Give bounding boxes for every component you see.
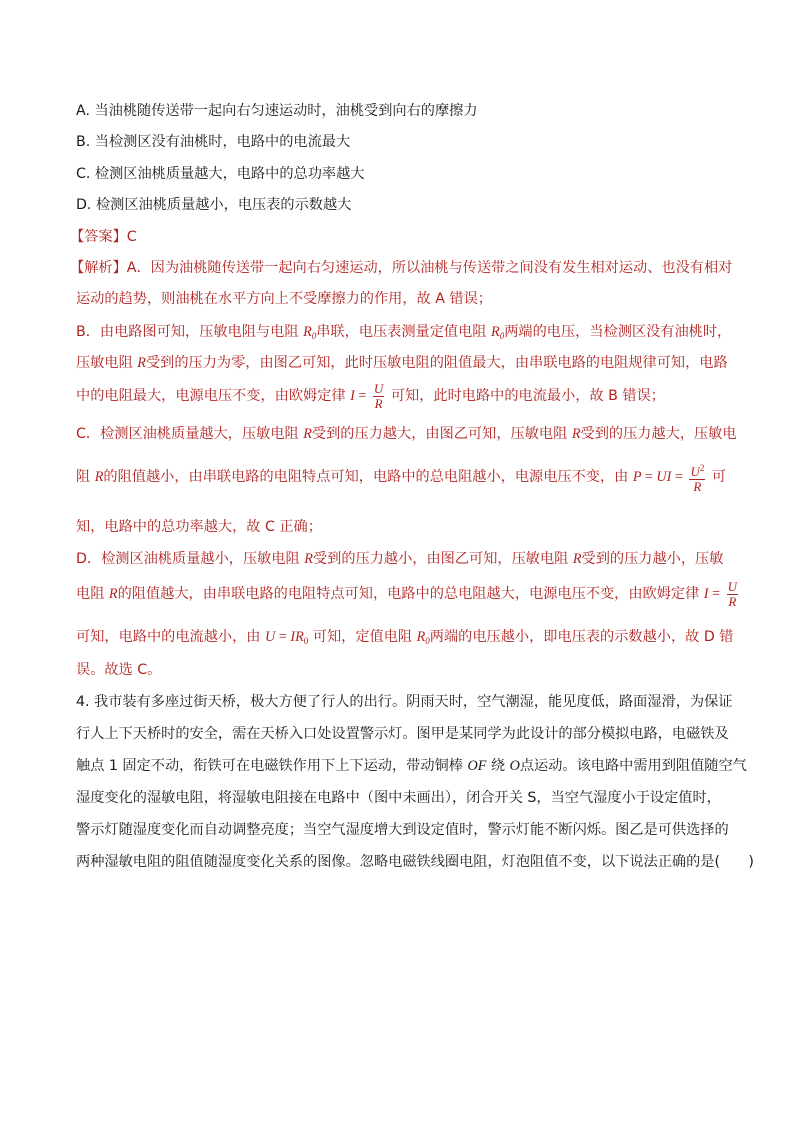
- option-d: D. 检测区油桃质量越小，电压表的示数越大: [76, 197, 352, 213]
- analysis-b-line2: [76, 353, 728, 373]
- analysis-text: D．检测区油桃质量越小，压敏电阻: [76, 551, 300, 567]
- analysis-text: 受到的压力越小，压敏: [581, 551, 724, 567]
- option-c: C. 检测区油桃质量越大，电路中的总功率越大: [76, 166, 365, 182]
- symbol-of: OF: [467, 758, 487, 774]
- analysis-text: 中的电阻最大，电源电压不变，由欧姆定律: [76, 388, 346, 404]
- analysis-c-line2: [76, 458, 726, 496]
- symbol-r0: $R_0$: [491, 324, 505, 341]
- analysis-text: 压敏电阻: [76, 355, 133, 371]
- symbol-o: O: [509, 758, 520, 774]
- symbol-r: R: [571, 426, 581, 442]
- analysis-a-line1: [70, 258, 732, 278]
- analysis-d-line3: [76, 627, 733, 651]
- symbol-r: R: [303, 426, 312, 442]
- symbol-r0: $R_0$: [303, 324, 317, 341]
- analysis-b-line3: [76, 379, 665, 413]
- analysis-c-line1: [76, 424, 737, 444]
- question-text: 绕: [490, 758, 506, 774]
- analysis-text: 两端的电压，当检测区没有油桃时，: [504, 324, 732, 340]
- analysis-text: 可知，此时电路中的电流最小，故 B 错误；: [390, 388, 665, 404]
- question4-line2: 行人上下天桥时的安全，需在天桥入口处设置警示灯。图甲是某同学为此设计的部分模拟电路，电磁铁及: [76, 726, 729, 742]
- option-a: A. 当油桃随传送带一起向右匀速运动时，油桃受到向右的摩擦力: [76, 103, 478, 119]
- symbol-r: R: [572, 551, 582, 567]
- question4-line1: 4. 我市装有多座过街天桥，极大方便了行人的出行。阴雨天时，空气潮湿，能见度低，路面湿滑，为保证: [76, 694, 733, 710]
- analysis-d-line2: [76, 575, 740, 613]
- analysis-text: 可: [711, 469, 727, 485]
- answer-label: 【答案】: [70, 229, 127, 245]
- analysis-b-line1: [76, 322, 731, 346]
- analysis-text: 可知，电路中的电流越小，由: [76, 629, 261, 645]
- formula-power-lhs: P = UI =: [632, 469, 683, 485]
- analysis-text: 两端的电压越小，即电压表的示数越小，故 D 错: [429, 629, 734, 645]
- analysis-text: B．由电路图可知，压敏电阻与电阻: [76, 324, 299, 340]
- formula-ohm-lhs: I =: [350, 388, 367, 404]
- question4-line4: 湿度变化的湿敏电阻，将湿敏电阻接在电路中（图中未画出），闭合开关 S，当空气湿度小于设定值时，: [76, 790, 721, 806]
- symbol-r: R: [108, 586, 118, 602]
- analysis-text: 可知，定值电阻: [312, 629, 413, 645]
- analysis-d-line4: 误。故选 C。: [76, 662, 162, 678]
- question4-line5: 警示灯随湿度变化而自动调整亮度；当空气湿度增大到设定值时，警示灯能不断闪烁。图乙是可供选择的: [76, 822, 729, 838]
- analysis-a-line2: 运动的趋势，则油桃在水平方向上不受摩擦力的作用，故 A 错误；: [76, 291, 492, 307]
- question4-line3: [76, 756, 747, 776]
- symbol-r: R: [137, 355, 146, 371]
- analysis-text: 受到的压力为零，由图乙可知，此时压敏电阻的阻值最大，由串联电路的电阻规律可知，电路: [145, 355, 728, 371]
- formula-ohm-fraction: $\frac{U}{R}$: [727, 578, 737, 609]
- analysis-text: 的阻值越大，由串联电路的电阻特点可知，电路中的总电阻越大，电源电压不变，由欧姆定律: [117, 586, 700, 602]
- answer-value: C: [126, 229, 137, 245]
- analysis-text: 阻: [76, 469, 91, 485]
- question-text: 点运动。该电路中需用到阻值随空气: [519, 758, 747, 774]
- analysis-text: 的阻值越小，由串联电路的电阻特点可知，电路中的总电阻越小，电源电压不变，由: [103, 469, 629, 485]
- answer-line: [70, 227, 137, 247]
- formula-power-fraction: $\frac{U^2}{R}$: [690, 462, 705, 494]
- analysis-text: 串联，电压表测量定值电阻: [316, 324, 487, 340]
- question-text: 触点 1 固定不动，衔铁可在电磁铁作用下上下运动，带动铜棒: [76, 758, 463, 774]
- analysis-a-text1: A．因为油桃随传送带一起向右匀速运动，所以油桃与传送带之间没有发生相对运动、也没有相对: [126, 260, 733, 276]
- symbol-r0: $R_0$: [416, 629, 430, 646]
- analysis-text: 电阻: [76, 586, 105, 602]
- symbol-r: R: [304, 551, 313, 567]
- analysis-text: 受到的压力越大，由图乙可知，压敏电阻: [311, 426, 568, 442]
- analysis-text: 受到的压力越大，压敏电: [580, 426, 737, 442]
- symbol-r: R: [94, 469, 104, 485]
- question4-line6: 两种湿敏电阻的阻值随湿度变化关系的图像。忽略电磁铁线圈电阻，灯泡阻值不变，以下说法正确的是( ): [76, 854, 754, 870]
- formula-voltage: $U = IR_0$: [264, 629, 309, 646]
- analysis-label: 【解析】: [70, 260, 127, 276]
- analysis-c-line3: 知，电路中的总功率越大，故 C 正确；: [76, 519, 322, 535]
- formula-ohm-fraction: $\frac{U}{R}$: [373, 380, 384, 411]
- analysis-text: 受到的压力越小，由图乙可知，压敏电阻: [312, 551, 569, 567]
- analysis-d-line1: [76, 549, 723, 569]
- analysis-text: C．检测区油桃质量越大，压敏电阻: [76, 426, 299, 442]
- option-b: B. 当检测区没有油桃时，电路中的电流最大: [76, 134, 351, 150]
- formula-ohm-lhs: I =: [703, 586, 721, 602]
